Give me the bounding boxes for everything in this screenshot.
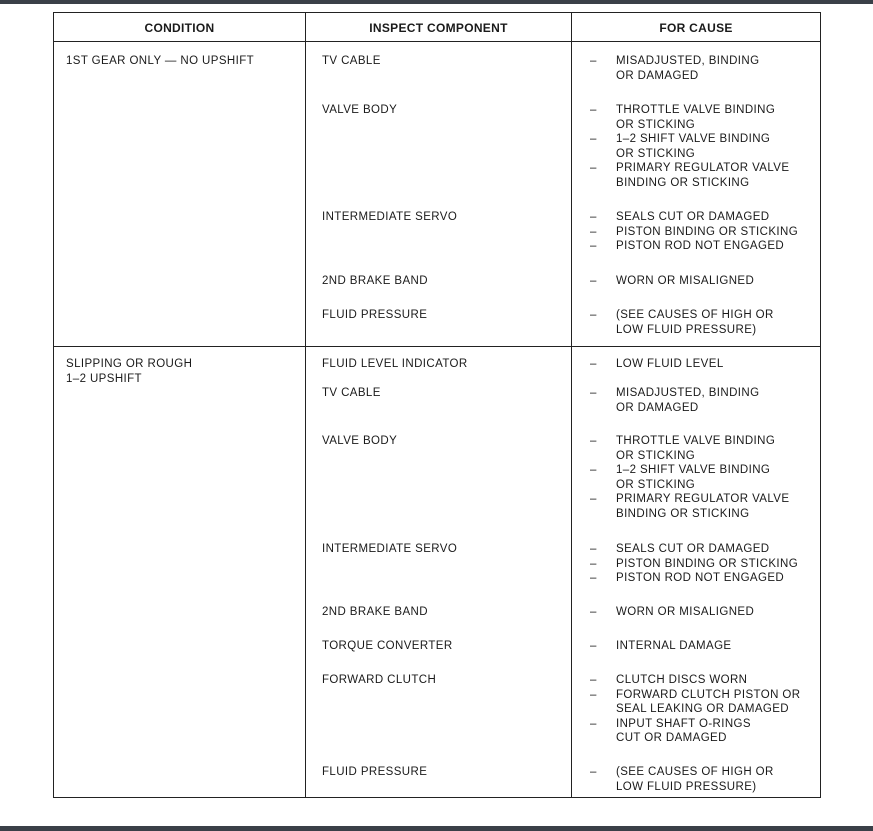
bullet-dash: – <box>590 766 597 778</box>
cause-text: PISTON BINDING OR STICKING <box>616 225 799 238</box>
component-label: VALVE BODY <box>322 104 398 116</box>
cause-text: PRIMARY REGULATOR VALVE BINDING OR STICKING <box>616 493 790 520</box>
cause-text: THROTTLE VALVE BINDING OR STICKING <box>616 104 776 131</box>
cause-text: WORN OR MISALIGNED <box>616 606 755 618</box>
component-label: FORWARD CLUTCH <box>322 674 437 686</box>
component-label: FLUID PRESSURE <box>322 766 428 778</box>
bullet-dash: – <box>590 557 597 570</box>
bullet-dash: – <box>590 55 597 67</box>
bullet-dash: – <box>590 606 597 618</box>
bullet-dash: – <box>590 275 597 287</box>
component-label: TORQUE CONVERTER <box>322 640 453 652</box>
cause-text: SEALS CUT OR DAMAGED <box>616 543 770 555</box>
group-divider <box>54 346 820 347</box>
bullet-dash: – <box>590 358 597 370</box>
column-divider <box>305 13 306 797</box>
component-label: 2ND BRAKE BAND <box>322 606 428 618</box>
bullet-dash: – <box>590 572 597 584</box>
bullet-dash: – <box>590 387 597 399</box>
cause-text: 1–2 SHIFT VALVE BINDING OR STICKING <box>616 133 771 160</box>
cause-text: PRIMARY REGULATOR VALVE BINDING OR STICKING <box>616 162 790 189</box>
bullet-dash: – <box>590 493 597 505</box>
cause-text: INPUT SHAFT O-RINGS CUT OR DAMAGED <box>616 717 751 744</box>
cause-text: MISADJUSTED, BINDING OR DAMAGED <box>616 387 760 414</box>
column-divider <box>571 13 572 797</box>
cause-text: PISTON BINDING OR STICKING <box>616 557 799 570</box>
header-for-cause: FOR CAUSE <box>659 20 733 35</box>
bullet-dash: – <box>590 674 597 686</box>
bullet-dash: – <box>590 225 597 238</box>
bullet-dash: – <box>590 717 597 730</box>
component-label: FLUID LEVEL INDICATOR <box>322 358 468 370</box>
cause-text: LOW FLUID LEVEL <box>616 358 724 370</box>
bullet-dash: – <box>590 162 597 174</box>
condition-label: 1ST GEAR ONLY — NO UPSHIFT <box>66 55 255 67</box>
cause-text: SEALS CUT OR DAMAGED <box>616 211 770 223</box>
cause-text: THROTTLE VALVE BINDING OR STICKING <box>616 435 776 462</box>
cause-text: MISADJUSTED, BINDING OR DAMAGED <box>616 55 760 82</box>
cause-text: WORN OR MISALIGNED <box>616 275 755 287</box>
header-condition: CONDITION <box>144 20 215 35</box>
cause-text: PISTON ROD NOT ENGAGED <box>616 240 785 252</box>
bullet-dash: – <box>590 133 597 145</box>
component-label: FLUID PRESSURE <box>322 309 428 321</box>
cause-text: PISTON ROD NOT ENGAGED <box>616 572 785 584</box>
bottom-border-band <box>0 826 873 831</box>
cause-text: CLUTCH DISCS WORN <box>616 674 748 686</box>
component-label: INTERMEDIATE SERVO <box>322 211 458 223</box>
condition-label: SLIPPING OR ROUGH 1–2 UPSHIFT <box>66 358 193 385</box>
top-border-band <box>0 0 873 4</box>
bullet-dash: – <box>590 640 597 652</box>
bullet-dash: – <box>590 688 597 701</box>
component-label: 2ND BRAKE BAND <box>322 275 428 287</box>
bullet-dash: – <box>590 240 597 252</box>
component-label: TV CABLE <box>322 55 381 67</box>
cause-text: INTERNAL DAMAGE <box>616 640 732 652</box>
cause-text: FORWARD CLUTCH PISTON OR SEAL LEAKING OR DAMAGED <box>616 688 801 715</box>
cause-text: 1–2 SHIFT VALVE BINDING OR STICKING <box>616 464 771 491</box>
component-label: TV CABLE <box>322 387 381 399</box>
bullet-dash: – <box>590 104 597 116</box>
cause-text: (SEE CAUSES OF HIGH OR LOW FLUID PRESSURE) <box>616 766 774 793</box>
component-label: INTERMEDIATE SERVO <box>322 543 458 555</box>
bullet-dash: – <box>590 435 597 447</box>
bullet-dash: – <box>590 464 597 476</box>
cause-text: (SEE CAUSES OF HIGH OR LOW FLUID PRESSURE) <box>616 309 774 336</box>
bullet-dash: – <box>590 211 597 223</box>
bullet-dash: – <box>590 543 597 555</box>
component-label: VALVE BODY <box>322 435 398 447</box>
header-inspect-component: INSPECT COMPONENT <box>369 20 508 35</box>
bullet-dash: – <box>590 309 597 321</box>
diagnosis-table <box>53 12 821 798</box>
